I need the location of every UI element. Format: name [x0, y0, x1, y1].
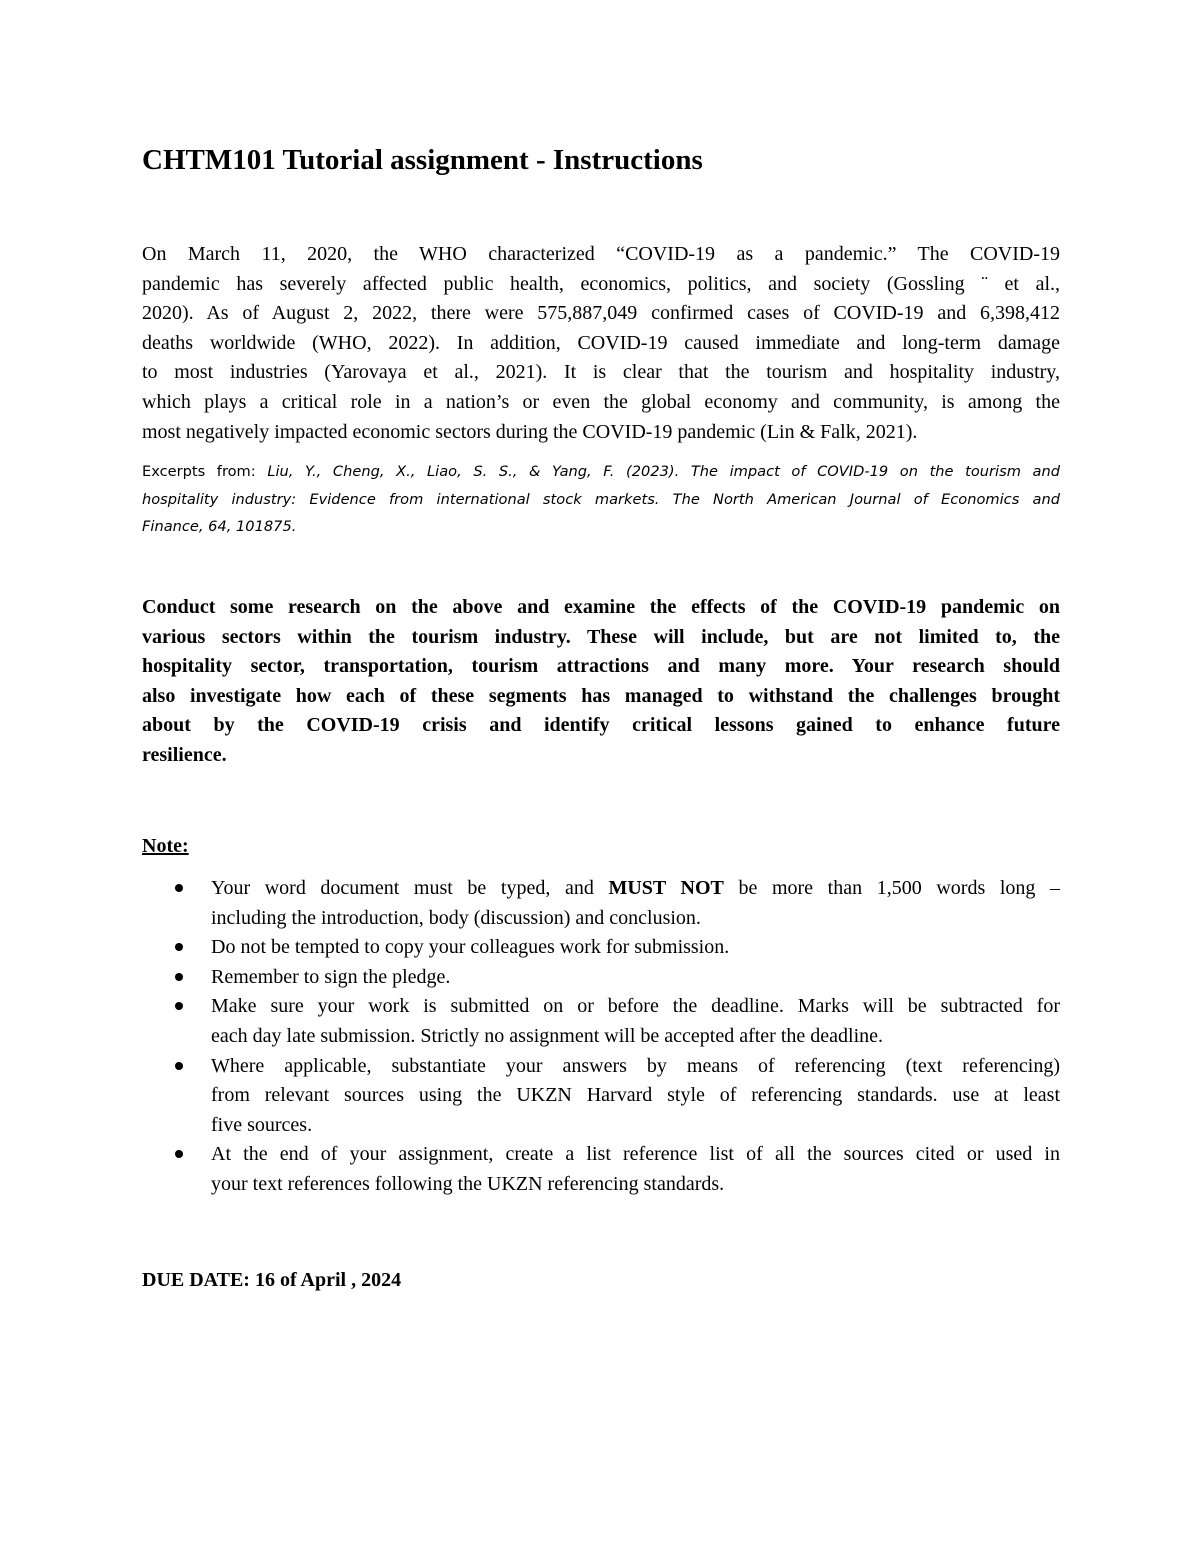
note-line: Where applicable, substantiate your answers by means of referencing (text referencing) [211, 1054, 1060, 1077]
note-line: each day late submission. Strictly no assignment will be accepted after the deadline. [211, 1024, 884, 1047]
intro-line: deaths worldwide (WHO, 2022). In addition, COVID-19 caused immediate and long-term damage [142, 331, 1060, 354]
bullet-icon [175, 973, 183, 981]
note-text: be more than 1,500 words long – [723, 877, 1061, 899]
note-line: from relevant sources using the UKZN Harvard style of referencing standards. use at least [211, 1084, 1060, 1107]
intro-line: On March 11, 2020, the WHO characterized “COVID-19 as a pandemic.” The COVID-19 [142, 243, 1060, 265]
intro-paragraph [142, 240, 1060, 447]
note-emphasis: MUST NOT [608, 877, 724, 899]
excerpt-reference: Finance, 64, 101875. [142, 518, 297, 535]
task-instructions [142, 593, 1060, 771]
page-title: CHTM101 Tutorial assignment - Instructions [142, 144, 703, 176]
task-line: Conduct some research on the above and examine the effects of the COVID-19 pandemic on [142, 596, 1060, 618]
task-line: hospitality sector, transportation, tourism attractions and many more. Your research should [142, 655, 1060, 678]
note-text: Your word document must be typed, and [211, 877, 609, 899]
note-line: Make sure your work is submitted on or before the deadline. Marks will be subtracted for [211, 995, 1060, 1018]
notes-list [142, 874, 1060, 1200]
note-line: five sources. [211, 1113, 313, 1136]
note-line: including the introduction, body (discussion) and conclusion. [211, 906, 701, 929]
note-item [142, 992, 1060, 1051]
bullet-icon [175, 884, 183, 892]
task-line: about by the COVID-19 crisis and identify critical lessons gained to enhance future [142, 714, 1060, 737]
note-item [142, 1052, 1060, 1141]
intro-line: which plays a critical role in a nation’s or even the global economy and community, is among the [142, 390, 1060, 413]
bullet-icon [175, 1062, 183, 1070]
excerpt-reference: Liu, Y., Cheng, X., Liao, S. S., & Yang, F. (2023). The impact of COVID-19 on the tourism and [267, 463, 1060, 480]
excerpt-line [142, 486, 1060, 514]
intro-line: most negatively impacted economic sectors during the COVID-19 pandemic (Lin & Falk, 2021). [142, 420, 918, 443]
excerpt-prefix: Excerpts from: [142, 463, 268, 480]
due-date: DUE DATE: 16 of April , 2024 [142, 1269, 402, 1291]
task-line: resilience. [142, 743, 227, 766]
note-item [142, 963, 1060, 993]
excerpt-line [142, 458, 1060, 486]
intro-line: pandemic has severely affected public health, economics, politics, and society (Gossling ¨ et al., [142, 272, 1060, 295]
note-line: At the end of your assignment, create a list reference list of all the sources cited or used in [211, 1143, 1060, 1166]
excerpt-citation [142, 458, 1060, 541]
task-line: also investigate how each of these segments has managed to withstand the challenges brought [142, 684, 1060, 707]
task-line: various sectors within the tourism industry. These will include, but are not limited to, the [142, 625, 1060, 648]
note-line: Remember to sign the pledge. [211, 965, 451, 988]
note-line: your text references following the UKZN referencing standards. [211, 1172, 725, 1195]
bullet-icon [175, 1150, 183, 1158]
note-heading: Note: [142, 835, 189, 857]
note-line: Do not be tempted to copy your colleagues work for submission. [211, 936, 730, 959]
excerpt-reference: hospitality industry: Evidence from international stock markets. The North American Journal of Economics and [142, 490, 1060, 508]
note-item [142, 1140, 1060, 1199]
intro-line: to most industries (Yarovaya et al., 2021). It is clear that the tourism and hospitality industry, [142, 361, 1060, 384]
excerpt-line [142, 513, 1060, 541]
bullet-icon [175, 943, 183, 951]
note-item [142, 874, 1060, 933]
bullet-icon [175, 1002, 183, 1010]
intro-line: 2020). As of August 2, 2022, there were 575,887,049 confirmed cases of COVID-19 and 6,398,412 [142, 302, 1060, 325]
note-line [211, 874, 1060, 904]
note-item [142, 933, 1060, 963]
